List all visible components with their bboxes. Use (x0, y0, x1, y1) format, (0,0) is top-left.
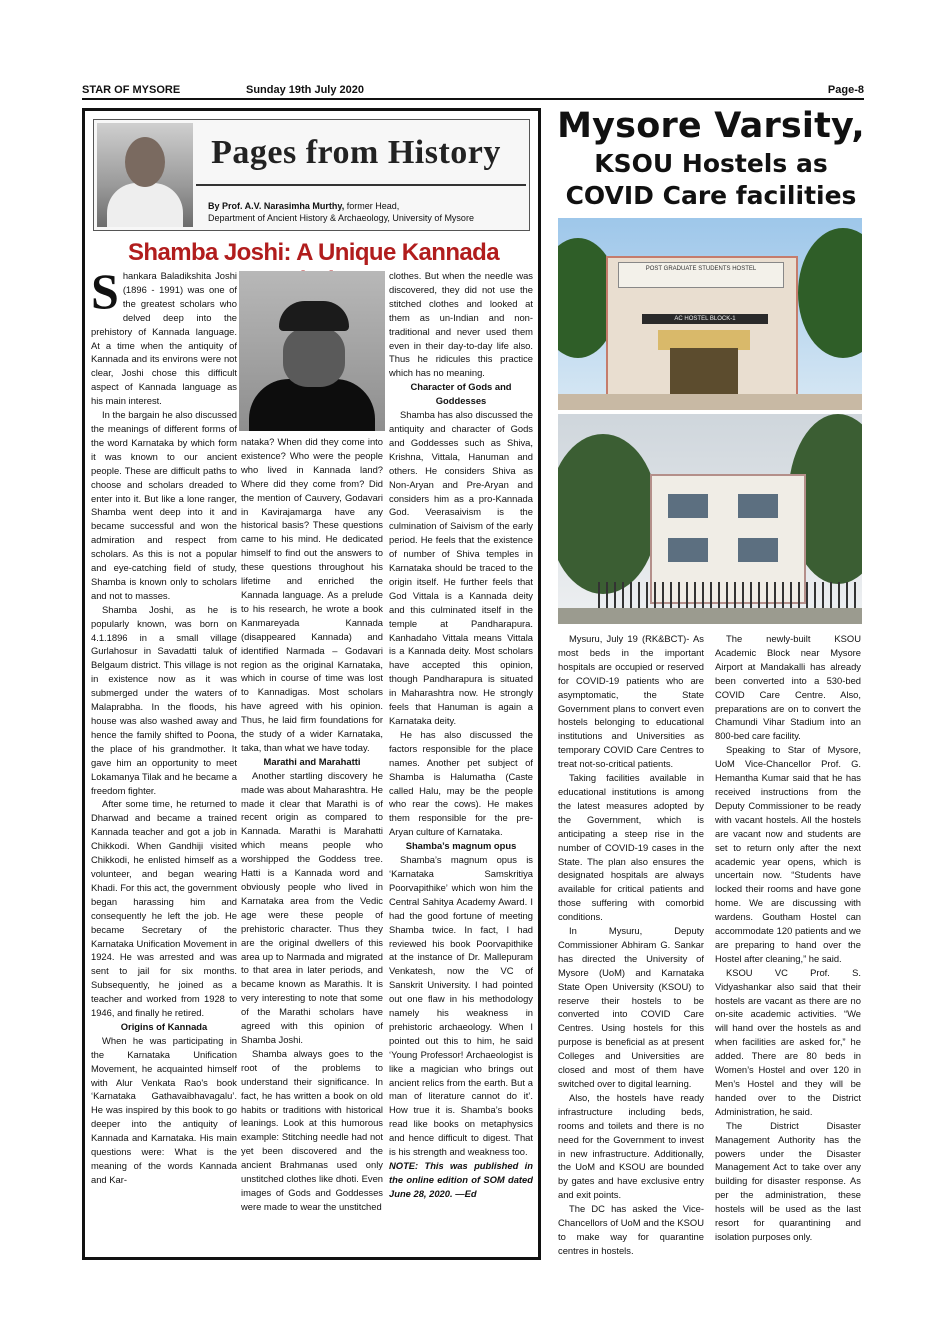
paragraph: KSOU VC Prof. S. Vidyashankar also said that their hostels are vacant as there are no on-site academic activities. “We will hand over the hostels as and when facilities are asked for,” he added. There are 80 beds in Women’s Hostel and over 120 in Men’s Hostel and they will be handed over to the District Administration, he said. (715, 966, 861, 1117)
history-column-3 (389, 269, 533, 1259)
paragraph: nataka? When did they come into existence? Who were the people who lived in Kannada land? Where did they come from? Did the mention of Cauvery, Godavari in Kavirajamarga have any historical basis? These questions came to his mind. He dedicated himself to find out the answers to these questions throughout his lifetime and enriched the Kannada language. As a prelude to his research, he wrote a book Kanmareyada Kannada (disappeared Kannada) and identified Narmada – Godavari region as the original Karnataka, which in course of time was lost to Kannadigas. Most scholars have agreed with his opinion. Thus, he laid firm foundations for the study of a wider Karnataka, taka, than what we have today. (241, 436, 383, 753)
paragraph: In Mysuru, Deputy Commissioner Abhiram G. Sankar has directed the University of Mysore (UoM) and Karnataka State Open University (KSOU) to reserve their hostels to be converted into COVID Care Centres. Using hostels for this purpose is beneficial as at present Colleges and Universities are closed and most of them have switched over to digital learning. (558, 925, 704, 1089)
author-portrait (97, 123, 193, 227)
history-banner (93, 119, 530, 231)
scholar-photo (239, 271, 385, 431)
byline-dept: Department of Ancient History & Archaeology, University of Mysore (208, 213, 474, 223)
paragraph: Speaking to Star of Mysore, UoM Vice-Chancellor Prof. G. Hemantha Kumar said that he has received instructions from the Deputy Commissioner to be ready with vacant hostels. All the hostels are vacant now and students are set to return only after the next academic year opens, which is uncertain now. “Students have locked their rooms and have gone home. We are discussing with wardens. Goutham Hostel can accommodate 120 patients and we are preparing to hand over the Hostel after cleaning,” he said. (715, 744, 861, 964)
drop-cap: S (91, 269, 119, 319)
paragraph: Shamba Joshi, as he is popularly known, was born on 4.1.1896 in a small village Gurlahosur in Savadatti taluk of Belgaum district. This village is not in existence now as it was submerged under the waters of Malaprabha. In the floods, his house was also washed away and hence the family shifted to Poona, the place of his grandmother. It gave him an opportunity to meet Lokamanya Tilak and he became a freedom fighter. (91, 603, 237, 796)
paragraph: In the bargain he also discussed the meanings of different forms of the word Karnataka by which form it was known to our ancient people. These are difficult paths to choose and scholars dreaded to enter into it. But like a lone ranger, Shamba went deep into it and became successful and won the admiration and respect from scholars. As this is not a popular and eye-catching field of study, Shamba is known only to scholars and not to masses. (91, 409, 237, 601)
history-column-2 (241, 435, 383, 1259)
byline-author: By Prof. A.V. Narasimha Murthy, (208, 201, 345, 211)
history-article-box (82, 108, 541, 1260)
byline (208, 200, 474, 224)
paragraph: Also, the hostels have ready infrastructure including beds, rooms and toilets and there is no need for the Government to invest in new infrastructure. Additionally, the UoM and KSOU are bounded by gates and have exclusive entry and exit points. (558, 1091, 704, 1201)
banner-title: Pages from History (211, 134, 501, 171)
paragraph: Shamba always goes to the root of the problems to understand their significance. In fact, he has written a book on old habits or traditions with historical leanings. Look at this humorous example: Stitching needle had not yet been discovered and the ancient Brahmanas used only unstitched clothes like dhoti. Even images of Gods and Goddesses were made to wear the unstitched (241, 1047, 383, 1212)
paragraph: When he was participating in the Karnataka Unification Movement, he acquainted himself with Alur Venkata Rao's book ‘Karnataka Gathavaibhavagalu’. He was inspired by this book to go deeper into the antiquity of Kannada and Karnataka. His main questions were: What is the meaning of the words Kannada and Kar- (91, 1034, 237, 1185)
issue-date: Sunday 19th July 2020 (246, 84, 364, 96)
paragraph: Mysuru, July 19 (RK&BCT)- As most beds in the important hospitals are occupied or reserved for COVID-19 patients who are asymptomatic, the State Government plans to convert even hostels belonging to educational institutions and Universities as temporary COVID Care Centres to treat not-so-critical patients. (558, 633, 704, 770)
subheading: Shamba’s magnum opus (405, 840, 517, 852)
paragraph: The newly-built KSOU Academic Block near Mysore Airport at Mandakalli has already been converted into a 530-bed COVID Care Centre. Also, preparations are on to convert the Chamundi Vihar Stadium into an 800-bed care facility. (715, 633, 861, 742)
subheading: Character of Gods and Goddesses (410, 381, 512, 407)
page-number: Page-8 (827, 84, 864, 96)
hostel-sign: POST GRADUATE STUDENTS HOSTEL (618, 262, 784, 288)
publication-name: STAR OF MYSORE (82, 84, 181, 96)
paragraph: The DC has asked the Vice-Chancellors of UoM and the KSOU to make way for quarantine centres in hostels. (558, 1203, 704, 1256)
ksou-column-2 (715, 632, 861, 1268)
subheading: Origins of Kannada (120, 1020, 208, 1032)
history-column-1 (91, 269, 237, 1259)
paragraph: The District Disaster Management Authority has the powers under the Disaster Management Act to take over any building for disaster response. As per the administration, these hostels will be used as the last resort for quarantining and isolation purposes only. (715, 1119, 861, 1242)
paragraph: clothes. But when the needle was discovered, they did not use the stitched clothes and looked at them as un-Indian and non-traditional and never used them even in their day-to-day life also. Thus he ridicules this practice which has no meaning. (389, 270, 533, 379)
hostel-photo-1 (558, 218, 862, 410)
ksou-headline-line-1: Mysore Varsity, (557, 106, 865, 146)
subheading: Marathi and Marahatti (263, 755, 361, 767)
paragraph: Shamba’s magnum opus is ‘Karnataka Samskritiya Poorvapithike’ which won him the Central Sahitya Academy Award. I had the good fortune of meeting Shamba twice. In fact, I had reviewed his book Poorvapithike at the instance of Dr. Mallepuram Venkatesh, now the VC of Sanskrit University. I had pointed out one flaw in his methodology namely his weakness in prehistoric archaeology. When I pointed out this to him, he said ‘Young Professor! Archaeologist is like a magician who brings out ancient relics from the earth. But a man of literature cannot do it’. How true it is. Shamba’s books read like books on metaphysics and hence difficult to digest. That is his strength and weakness too. (389, 854, 533, 1158)
paragraph: He has also discussed the factors responsible for the place names. Another pet subject of Shamba is Halumatha (Caste called Halu, may be the people who rear the cows). He makes them responsible for the pre-Aryan culture of Karnataka. (389, 728, 533, 838)
ksou-headline (553, 104, 869, 212)
byline-role: former Head, (346, 201, 400, 211)
history-headline: Shamba Joshi: A Unique Kannada (128, 239, 499, 266)
paragraph: Shankara Baladikshita Joshi (1896 - 1991) was one of the greatest scholars who delved deep into the prehistory of Kannada language. At a time when the antiquity of Kannada and its environs were not clear, Joshi chose this difficult aspect of Kannada language as his main interest. (91, 269, 237, 407)
paragraph: Taking facilities available in educational institutions is among the latest measures adopted by the Government, which is anticipating a steep rise in the number of COVID-19 cases in the State. The plan also ensures the designated hospitals are always available for critical patients and those suffering with comorbid conditions. (558, 772, 704, 923)
hostel-photo-2 (558, 414, 862, 624)
ksou-headline-line-3: COVID Care facilities (565, 181, 857, 210)
paragraph: Another startling discovery he made was about Maharashtra. He made it clear that Marathi is of recent origin as compared to Kannada. Marathi is Marahatti which means people who worshipped the Goddess tree. Hatti is a Kannada word and obviously people who lived in Karnataka area from the Vedic age were these people of prehistoric character. Thus they are the original dwellers of this area up to Narmada and migrated to that area in later periods, and became known as Marathis. It is very interesting to note that some of the Marathi scholars have agreed with this opinion of Shamba Joshi. (241, 769, 383, 1045)
hostel-board: AC HOSTEL BLOCK-1 (642, 314, 768, 324)
paragraph: Shamba has also discussed the antiquity and character of Gods and Goddesses such as Shiva, Krishna, Vittala, Hanuman and others. He considers Shiva as Non-Aryan and Pre-Aryan and considers him as a pro-Kannada God. Veerasaivism is the culmination of Saivism of the early period. He feels that the existence of number of Shiva temples in Karnataka should be traced to the origin itself. He further feels that God Vittala is a Kannada deity and this culminated itself in the temple at Pandharapura. Kanhadaho Vittala means Vittala is a Kannada deity. Most scholars have accepted this opinion, though Pandharapura is situated in Maharashtra now. He strongly feels that Hanuman is again a Karnataka deity. (389, 409, 533, 726)
ksou-headline-line-2: KSOU Hostels as (594, 149, 828, 178)
ksou-column-1 (558, 632, 704, 1268)
paragraph: After some time, he returned to Dharwad and became a trained Kannada teacher and got a job in Chikkodi. When Gandhiji visited Chikkodi, he enlisted himself as a volunteer, and began wearing Khadi. For this act, the government began harassing him and consequently he left the job. He became Secretary of the Karnataka Unification Movement in 1924. He was arrested and was sent to jail for six months. Subsequently, he joined as a teacher and worked from 1928 to 1946, and finally he retired. (91, 798, 237, 1019)
editor-note: NOTE: This was published in the online edition of SOM dated June 28, 2020. —Ed (389, 1160, 533, 1199)
header-rule (82, 98, 864, 100)
banner-divider (196, 184, 526, 186)
